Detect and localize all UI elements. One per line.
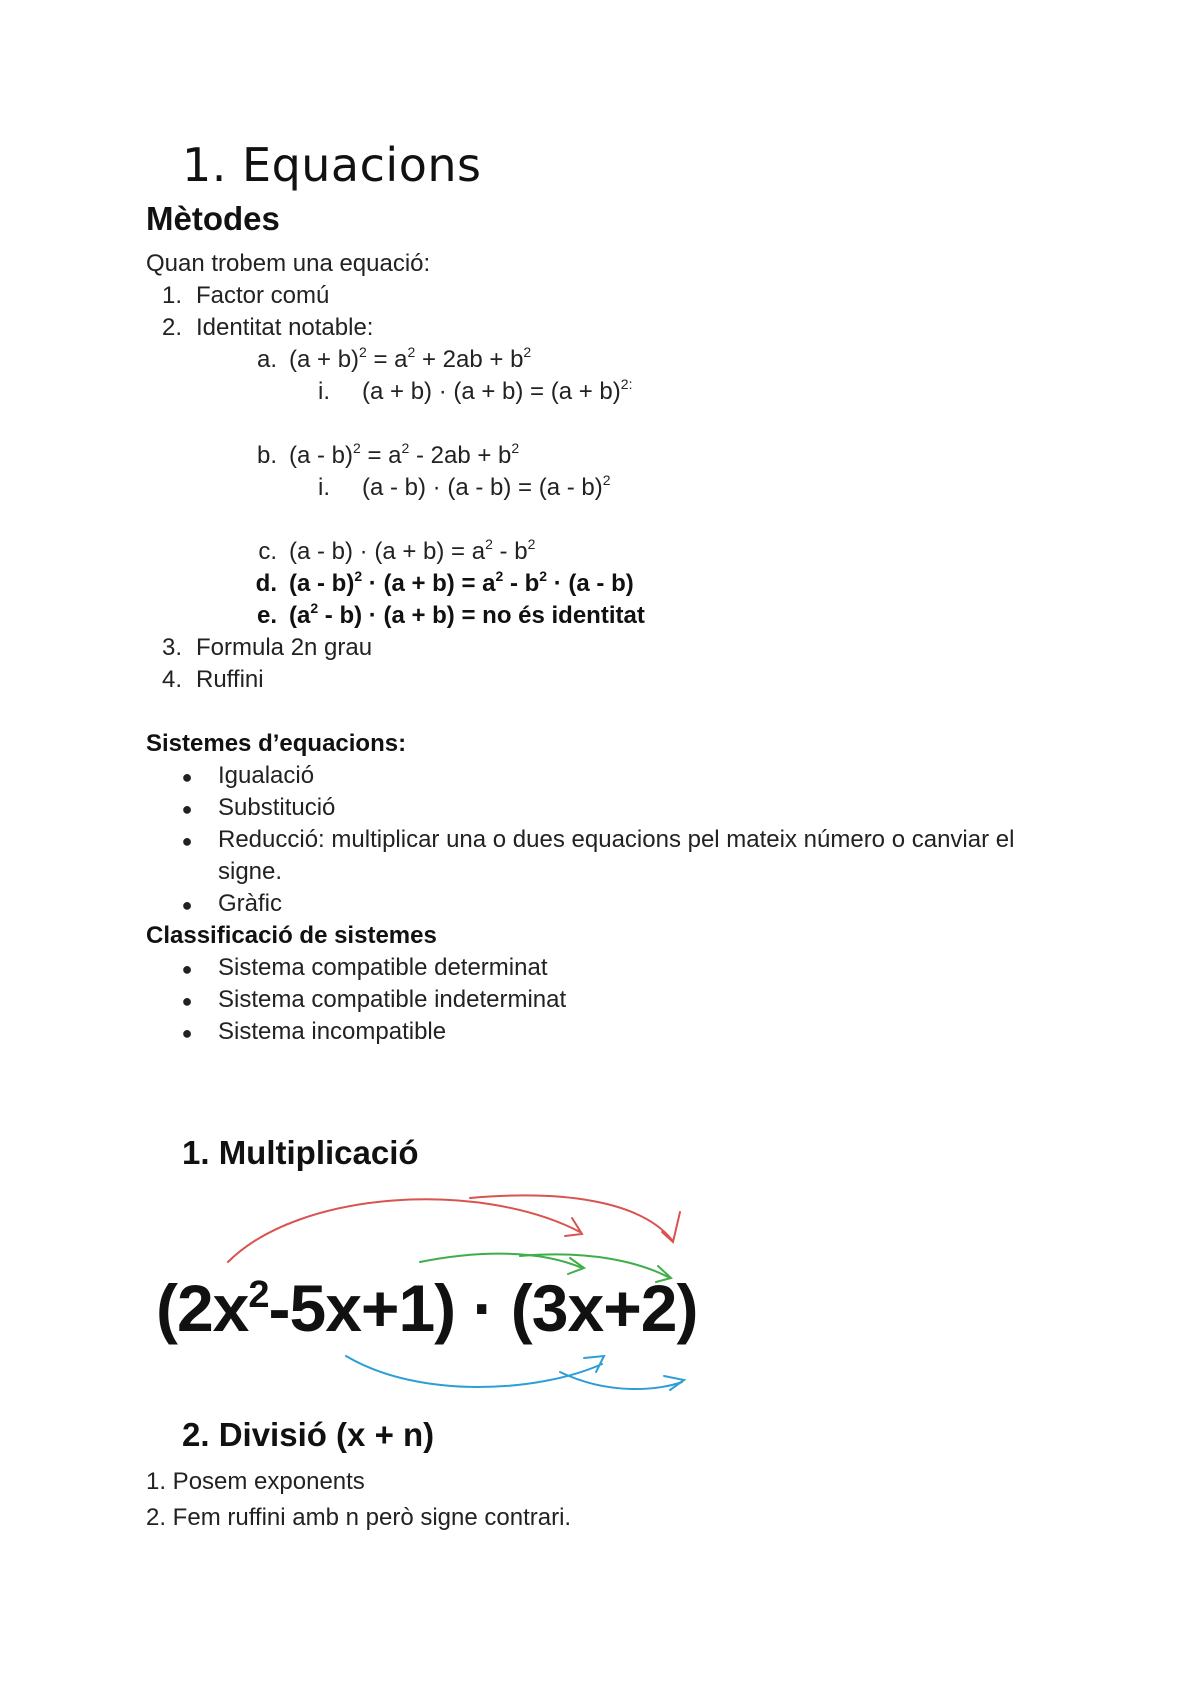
bullet-icon: ●	[181, 767, 193, 787]
identity-b: b. $(a - b)^2 = a^2 - 2ab + b^2$	[251, 442, 519, 470]
list-item-label: Sistema compatible indeterminat	[218, 986, 567, 1013]
classification-heading: Classificació de sistemes	[146, 922, 437, 949]
methods-heading: Mètodes	[146, 200, 280, 237]
list-marker: 3.	[161, 634, 182, 661]
identity-c: c. $(a - b) \cdot (a + b) = a^2 - b^2$	[251, 538, 535, 566]
methods-intro: Quan trobem una equació:	[146, 250, 431, 277]
list-item-label: Substitució	[218, 794, 336, 821]
list-item-label: Gràfic	[218, 890, 283, 917]
blue-arrow	[346, 1356, 602, 1387]
list-item-label: Identitat notable:	[196, 314, 374, 341]
multiplication-heading: 1. Multiplicació	[182, 1134, 419, 1171]
list-item-label: Formula 2n grau	[196, 634, 373, 661]
blue-arrowhead	[664, 1376, 684, 1390]
identity-sub-marker: i.	[318, 474, 330, 501]
identity-b-i: i. (a - b) · (a - b) = (a - b)$^2$	[310, 474, 611, 502]
identity-e: e. $(a^2 - b) \cdot (a + b)$ = no és identitat	[251, 602, 645, 630]
identity-a: a. $(a + b)^2 = a^2 + 2ab + b^2$	[251, 346, 531, 374]
page-title: 1. Equacions	[182, 138, 482, 192]
identity-marker: b.	[256, 442, 277, 469]
red-arrow	[470, 1195, 672, 1240]
bullet-icon: ●	[181, 799, 193, 819]
bullet-icon: ●	[181, 991, 193, 1011]
division-heading: 2. Divisió (x + n)	[182, 1416, 435, 1453]
list-item-label: Ruffini	[196, 666, 264, 693]
bullet-icon: ●	[181, 1023, 193, 1043]
division-step-2: 2. Fem ruffini amb n però signe contrari.	[146, 1504, 572, 1531]
list-item-continuation: signe.	[218, 858, 283, 885]
list-item-label: Factor comú	[196, 282, 330, 309]
identity-e-tail: no és identitat	[482, 602, 645, 629]
identity-marker: d.	[255, 570, 277, 597]
bullet-icon: ●	[181, 895, 193, 915]
bullet-icon: ●	[181, 831, 193, 851]
list-item-label: Igualació	[218, 762, 315, 789]
identity-d: d. $(a - b)^2 \cdot (a + b) = a^2 - b^2 \cdot (a - b)$	[251, 570, 634, 598]
green-arrow	[420, 1254, 582, 1268]
blue-arrow	[560, 1372, 682, 1389]
list-marker: 1.	[161, 282, 182, 309]
red-arrow	[228, 1199, 580, 1262]
division-step-1: 1. Posem exponents	[146, 1468, 365, 1495]
systems-heading: Sistemes d’equacions:	[146, 730, 407, 757]
list-marker: 2.	[161, 314, 182, 341]
list-item-label: Sistema incompatible	[218, 1018, 447, 1045]
list-item-label: Sistema compatible determinat	[218, 954, 548, 981]
identity-sub-marker: i.	[318, 378, 330, 405]
identity-a-i: i. $(a + b) \cdot (a + b) = (a + b)^{2:}$	[310, 378, 632, 406]
identity-marker: c.	[258, 538, 277, 565]
list-item-label: Reducció: multiplicar una o dues equacions pel mateix número o canviar el	[218, 826, 1015, 853]
identity-marker: e.	[256, 602, 277, 629]
multiplication-formula: $(2x^2-5x+1) \cdot (3x+2)$	[156, 1271, 698, 1345]
identity-marker: a.	[256, 346, 277, 373]
list-marker: 4.	[161, 666, 182, 693]
bullet-icon: ●	[181, 959, 193, 979]
